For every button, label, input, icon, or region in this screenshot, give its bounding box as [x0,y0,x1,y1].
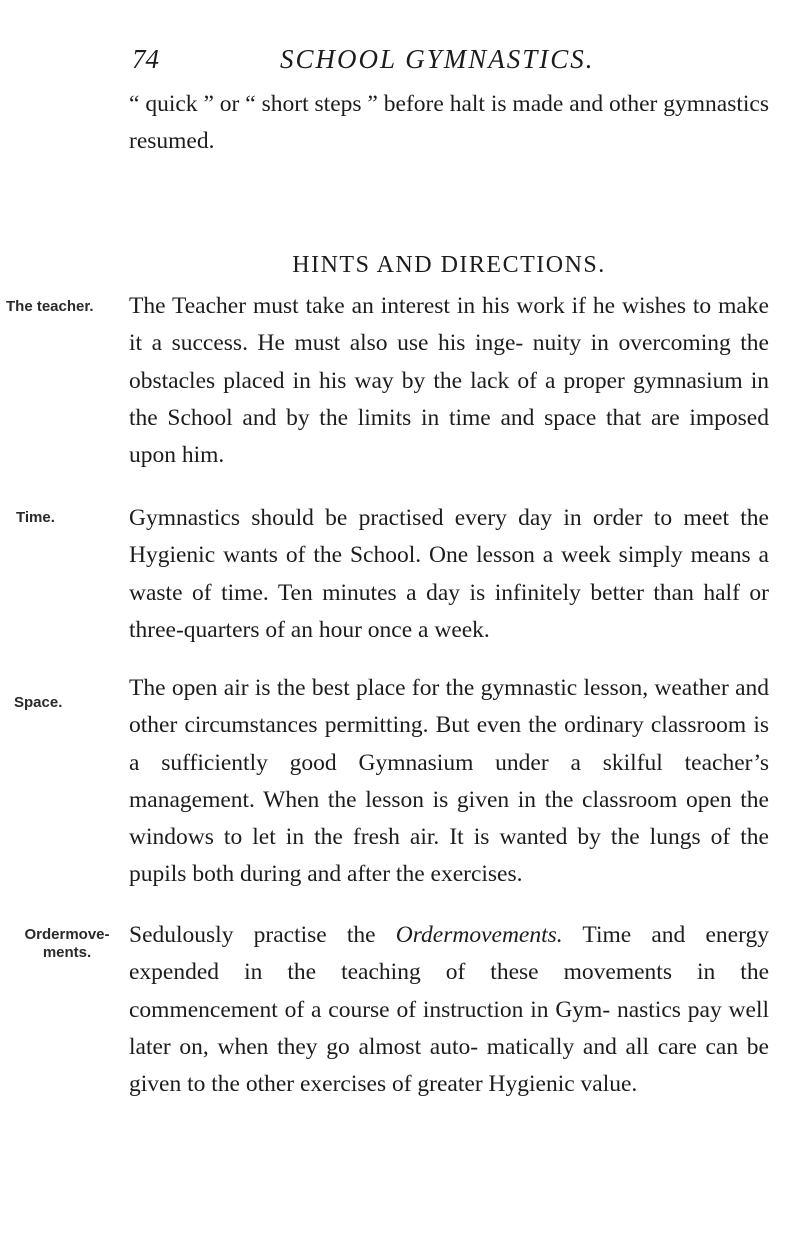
sidenote-ordermovements-line2: ments. [42,944,92,961]
section-heading: HINTS AND DIRECTIONS. [292,252,606,278]
lead-paragraph: “ quick ” or “ short steps ” before halt is made and other gymnastics resumed. [129,91,769,155]
paragraph-ordermovements-start: Sedulously practise the [129,922,396,948]
sidenote-teacher: The teacher. [6,298,94,315]
paragraph-ordermovements [129,917,769,1103]
sidenote-ordermovements-line1: Ordermove- [24,926,110,943]
paragraph-time: Gymnastics should be practised every day in order to meet the Hygienic wants of the School. One lesson a week simply means a waste of time. Ten minutes a day is infinitely better than half or three-quarters of an hour once a week. [129,505,769,643]
page-number: 74 [132,44,159,74]
paragraph-teacher: The Teacher must take an interest in his work if he wishes to make it a success. He must also use his inge- nuity in overcoming the obstacles placed in his way by the lack of a proper gymnasium in the School and by the limits in time and space that are imposed upon him. [129,293,769,469]
paragraph-ordermovements-italic: Ordermovements. [395,922,563,948]
paragraph-ordermovements-end: Time and energy expended in the teaching of these movements in the commencement of a course of instruction in Gym- nastics pay well later on, when they go almost auto- matically and all care can be given to the other exercises of greater Hygienic value. [129,922,769,1098]
running-header [0,44,800,84]
sidenote-time: Time. [16,509,55,526]
paragraph-space: The open air is the best place for the gymnastic lesson, weather and other circumstances permitting. But even the ordinary classroom is a sufficiently good Gymnasium under a skilful teacher’s management. When the lesson is given in the classroom open the windows to let in the fresh air. It is wanted by the lungs of the pupils both during and after the exercises. [129,675,769,888]
sidenote-ordermovements [12,926,122,962]
running-title: SCHOOL GYMNASTICS. [280,44,595,74]
sidenote-space: Space. [14,694,63,711]
